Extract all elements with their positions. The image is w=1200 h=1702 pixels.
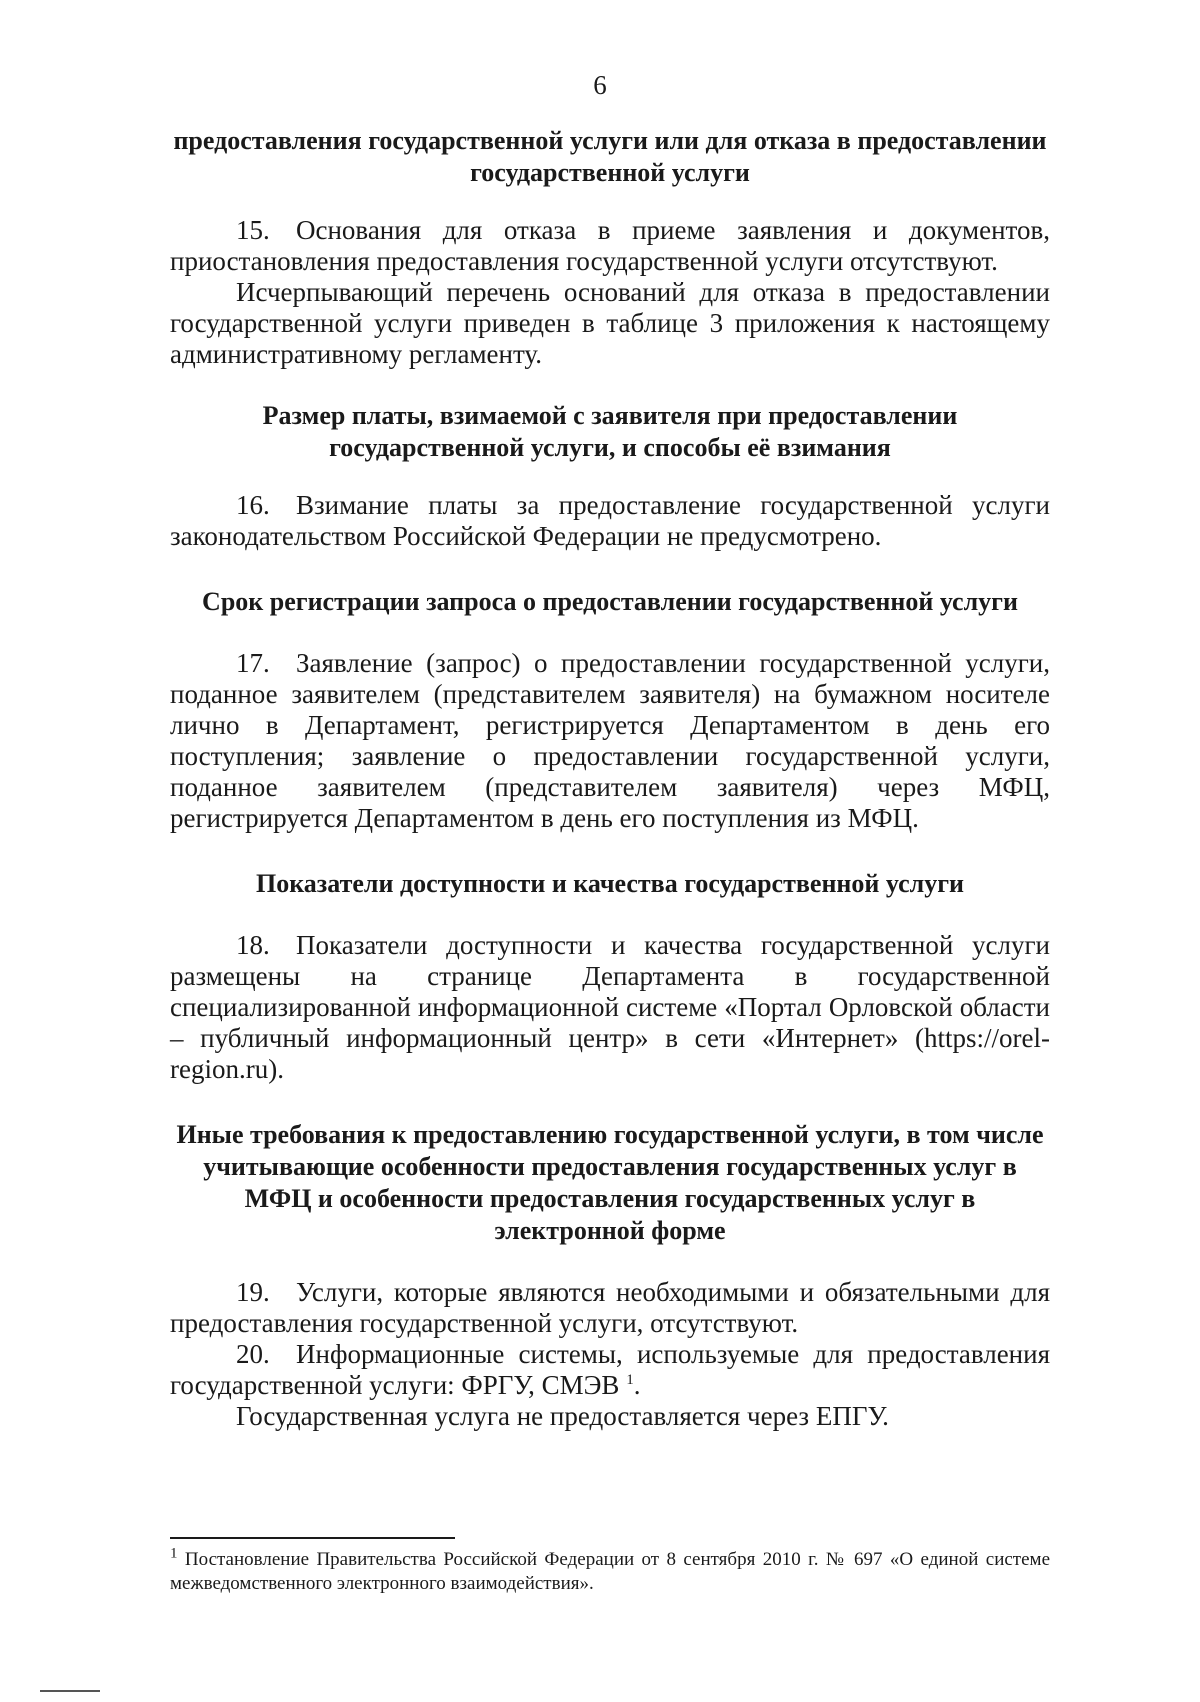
paragraph-15-continued: Исчерпывающий перечень оснований для отказа в предоставлении государственной услуги приведен в таблице 3 приложения к настоящему административному регламенту. xyxy=(170,277,1050,369)
paragraph-number: 19. xyxy=(236,1277,270,1307)
section-heading-other-requirements: Иные требования к предоставлению государственной услуги, в том числе учитывающие особенности предоставления государственных услуг в МФЦ и особенности предоставления государственных услуг в электронной форме xyxy=(176,1120,1044,1245)
paragraph-number: 20. xyxy=(236,1339,270,1369)
paragraph-15 xyxy=(170,215,1050,277)
paragraph-16 xyxy=(170,490,1050,552)
scan-artifact-line xyxy=(40,1690,100,1692)
paragraph-text: Информационные системы, используемые для предоставления государственной услуги: ФРГУ, СМЭВ xyxy=(170,1339,1050,1400)
paragraph-text: Услуги, которые являются необходимыми и обязательными для предоставления государственной услуги, отсутствуют. xyxy=(170,1277,1050,1338)
paragraph-number: 17. xyxy=(236,648,270,678)
paragraph-text: Основания для отказа в приеме заявления и документов, приостановления предоставления государственной услуги отсутствуют. xyxy=(170,215,1050,276)
paragraph-end: . xyxy=(633,1370,641,1400)
section-heading-refusal-grounds: предоставления государственной услуги или для отказа в предоставлении государственной услуги xyxy=(173,126,1047,187)
footnote xyxy=(170,1545,1050,1596)
section-heading-registration-term: Срок регистрации запроса о предоставлении государственной услуги xyxy=(202,587,1018,616)
paragraph-text: Показатели доступности и качества государственной услуги размещены на странице Департамента в государственной специализированной информационной системе «Портал Орловской области – публичный информационный центр» в сети «Интернет» (https://orel-region.ru). xyxy=(170,930,1050,1084)
paragraph-number: 15. xyxy=(236,215,270,245)
paragraph-18 xyxy=(170,930,1050,1085)
document-body xyxy=(170,125,1050,1432)
footnote-marker: 1 xyxy=(170,1545,178,1562)
section-heading-fee: Размер платы, взимаемой с заявителя при предоставлении государственной услуги, и способы её взимания xyxy=(262,401,958,462)
footnote-separator xyxy=(170,1537,455,1539)
paragraph-number: 18. xyxy=(236,930,270,960)
paragraph-20-continued: Государственная услуга не предоставляется через ЕПГУ. xyxy=(236,1401,889,1431)
paragraph-19 xyxy=(170,1277,1050,1339)
paragraph-text: Заявление (запрос) о предоставлении государственной услуги, поданное заявителем (представителем заявителя) на бумажном носителе лично в Департамент, регистрируется Департаментом в день его поступления; заявление о предоставлении государственной услуги, поданное заявителем (представителем заявителя) через МФЦ, регистрируется Департаментом в день его поступления из МФЦ. xyxy=(170,648,1050,833)
paragraph-text: Взимание платы за предоставление государственной услуги законодательством Российской Федерации не предусмотрено. xyxy=(170,490,1050,551)
section-heading-quality-indicators: Показатели доступности и качества государственной услуги xyxy=(255,869,965,898)
page-number: 6 xyxy=(593,70,607,100)
footnote-reference[interactable]: 1 xyxy=(626,1372,634,1388)
paragraph-number: 16. xyxy=(236,490,270,520)
footnote-text: Постановление Правительства Российской Федерации от 8 сентября 2010 г. № 697 «О единой системе межведомственного электронного взаимодействия». xyxy=(170,1549,1050,1594)
paragraph-20 xyxy=(170,1339,1050,1401)
paragraph-17 xyxy=(170,648,1050,834)
